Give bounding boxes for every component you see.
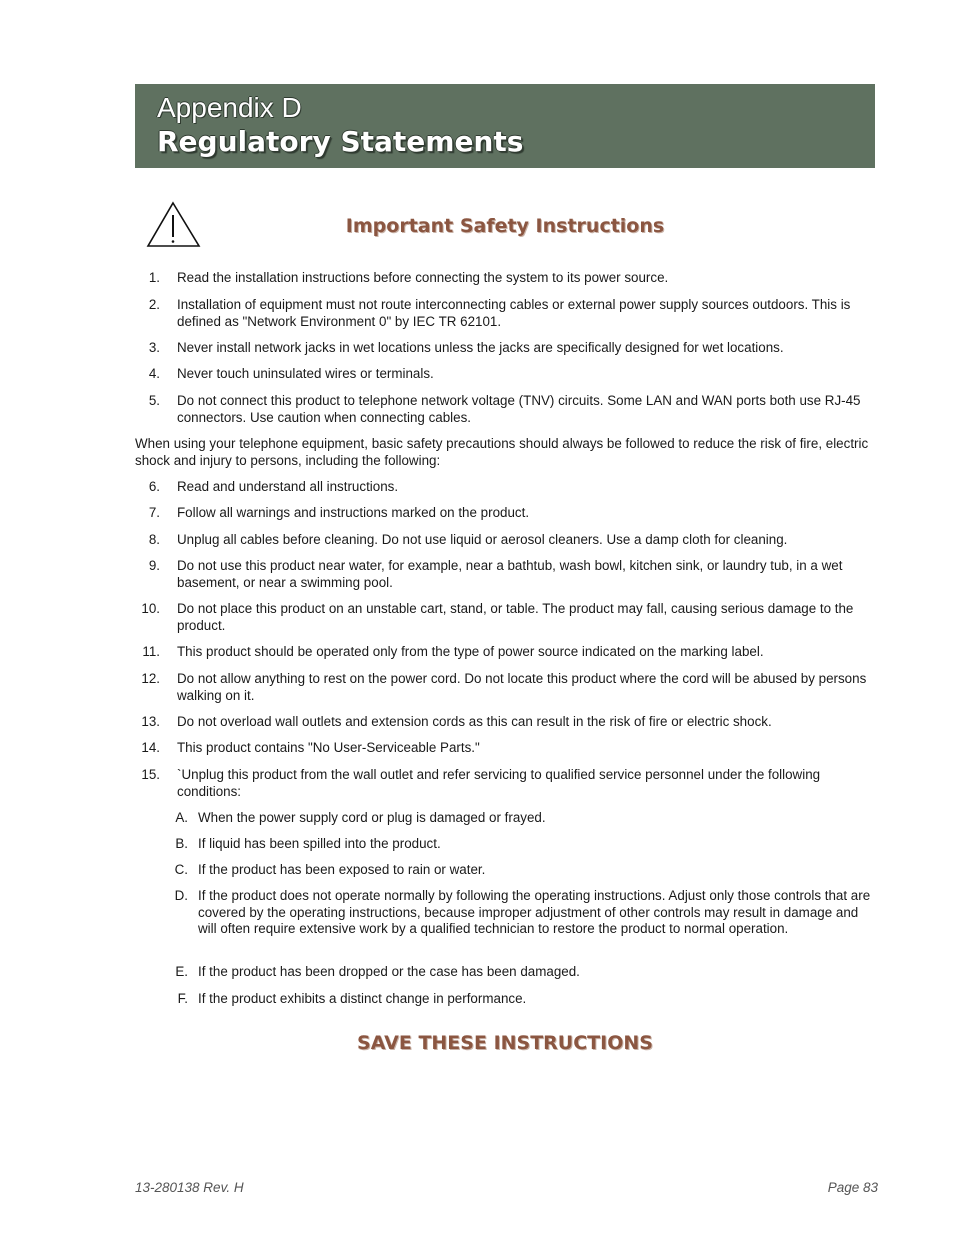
list-item-number: 13. bbox=[141, 714, 160, 729]
page-title: Regulatory Statements bbox=[157, 125, 524, 158]
list-item-text: When the power supply cord or plug is damaged or frayed. bbox=[198, 810, 546, 825]
list-item-number: D. bbox=[174, 888, 188, 903]
list-item-number: A. bbox=[175, 810, 188, 825]
list-item-number: C. bbox=[174, 862, 188, 877]
safety-heading: Important Safety Instructions bbox=[345, 215, 665, 237]
list-item-number: 14. bbox=[141, 740, 160, 755]
appendix-label: Appendix D bbox=[157, 92, 302, 123]
list-item-number: E. bbox=[175, 964, 188, 979]
list-item-number: 3. bbox=[148, 340, 160, 355]
list-item-text: If the product exhibits a distinct change in performance. bbox=[198, 991, 527, 1006]
appendix-banner bbox=[135, 84, 875, 168]
list-item-text: If the product does not operate normally by following the operating instructions. Adjust only those controls that are covered by the operating instructions, because improper adjustment of other controls may result in damage and will often require extensive work by a qualified technician to restore the product to normal operation. bbox=[198, 888, 871, 937]
document-number: 13-280138 Rev. H bbox=[135, 1180, 244, 1195]
list-item-number: 1. bbox=[148, 270, 160, 285]
list-item-number: 6. bbox=[148, 479, 160, 494]
list-item-text: If liquid has been spilled into the product. bbox=[198, 836, 441, 851]
save-instructions-heading: SAVE THESE INSTRUCTIONS bbox=[357, 1032, 653, 1054]
list-item-text: `Unplug this product from the wall outlet and refer servicing to qualified service personnel under the following conditions: bbox=[177, 767, 821, 799]
list-item-number: 2. bbox=[148, 297, 160, 312]
list-item-text: Do not allow anything to rest on the power cord. Do not locate this product where the cord will be abused by persons walking on it. bbox=[177, 671, 867, 703]
list-item-text: Do not place this product on an unstable cart, stand, or table. The product may fall, causing serious damage to the product. bbox=[177, 601, 854, 633]
page-number: Page 83 bbox=[827, 1180, 878, 1195]
list-item-text: Read and understand all instructions. bbox=[177, 479, 399, 494]
list-item-text: Follow all warnings and instructions marked on the product. bbox=[177, 505, 530, 520]
list-item-text: Unplug all cables before cleaning. Do not use liquid or aerosol cleaners. Use a damp cloth for cleaning. bbox=[177, 532, 788, 547]
list-item-number: 9. bbox=[148, 558, 160, 573]
list-item-number: 15. bbox=[141, 767, 160, 782]
list-item-text: This product should be operated only from the type of power source indicated on the marking label. bbox=[177, 644, 764, 659]
list-item-text: Read the installation instructions before connecting the system to its power source. bbox=[177, 270, 669, 285]
list-item-text: Do not connect this product to telephone network voltage (TNV) circuits. Some LAN and WAN ports both use RJ-45 connectors. Use caution when connecting cables. bbox=[177, 393, 861, 425]
list-item-text: If the product has been exposed to rain or water. bbox=[198, 862, 486, 877]
list-item-text: If the product has been dropped or the case has been damaged. bbox=[198, 964, 580, 979]
list-item-number: 8. bbox=[148, 532, 160, 547]
list-item-text: Installation of equipment must not route interconnecting cables or external power supply sources outdoors. This is defined as "Network Environment 0" by IEC TR 62101. bbox=[177, 297, 851, 329]
list-item-number: F. bbox=[177, 991, 188, 1006]
list-item-number: 7. bbox=[148, 505, 160, 520]
list-item-number: 5. bbox=[148, 393, 160, 408]
intro-paragraph: When using your telephone equipment, basic safety precautions should always be followed to reduce the risk of fire, electric shock and injury to persons, including the following: bbox=[135, 436, 869, 468]
list-item-number: B. bbox=[175, 836, 188, 851]
list-item-text: This product contains "No User-Serviceable Parts." bbox=[177, 740, 480, 755]
list-item-text: Do not use this product near water, for example, near a bathtub, wash bowl, kitchen sink, or laundry tub, in a wet basement, or near a swimming pool. bbox=[177, 558, 843, 590]
list-item-number: 12. bbox=[141, 671, 160, 686]
list-item-number: 11. bbox=[142, 644, 160, 659]
list-item-text: Never touch uninsulated wires or terminals. bbox=[177, 366, 434, 381]
list-item-text: Do not overload wall outlets and extension cords as this can result in the risk of fire or electric shock. bbox=[177, 714, 772, 729]
list-item-number: 4. bbox=[148, 366, 160, 381]
list-item-text: Never install network jacks in wet locations unless the jacks are specifically designed for wet locations. bbox=[177, 340, 784, 355]
list-item-number: 10. bbox=[141, 601, 160, 616]
